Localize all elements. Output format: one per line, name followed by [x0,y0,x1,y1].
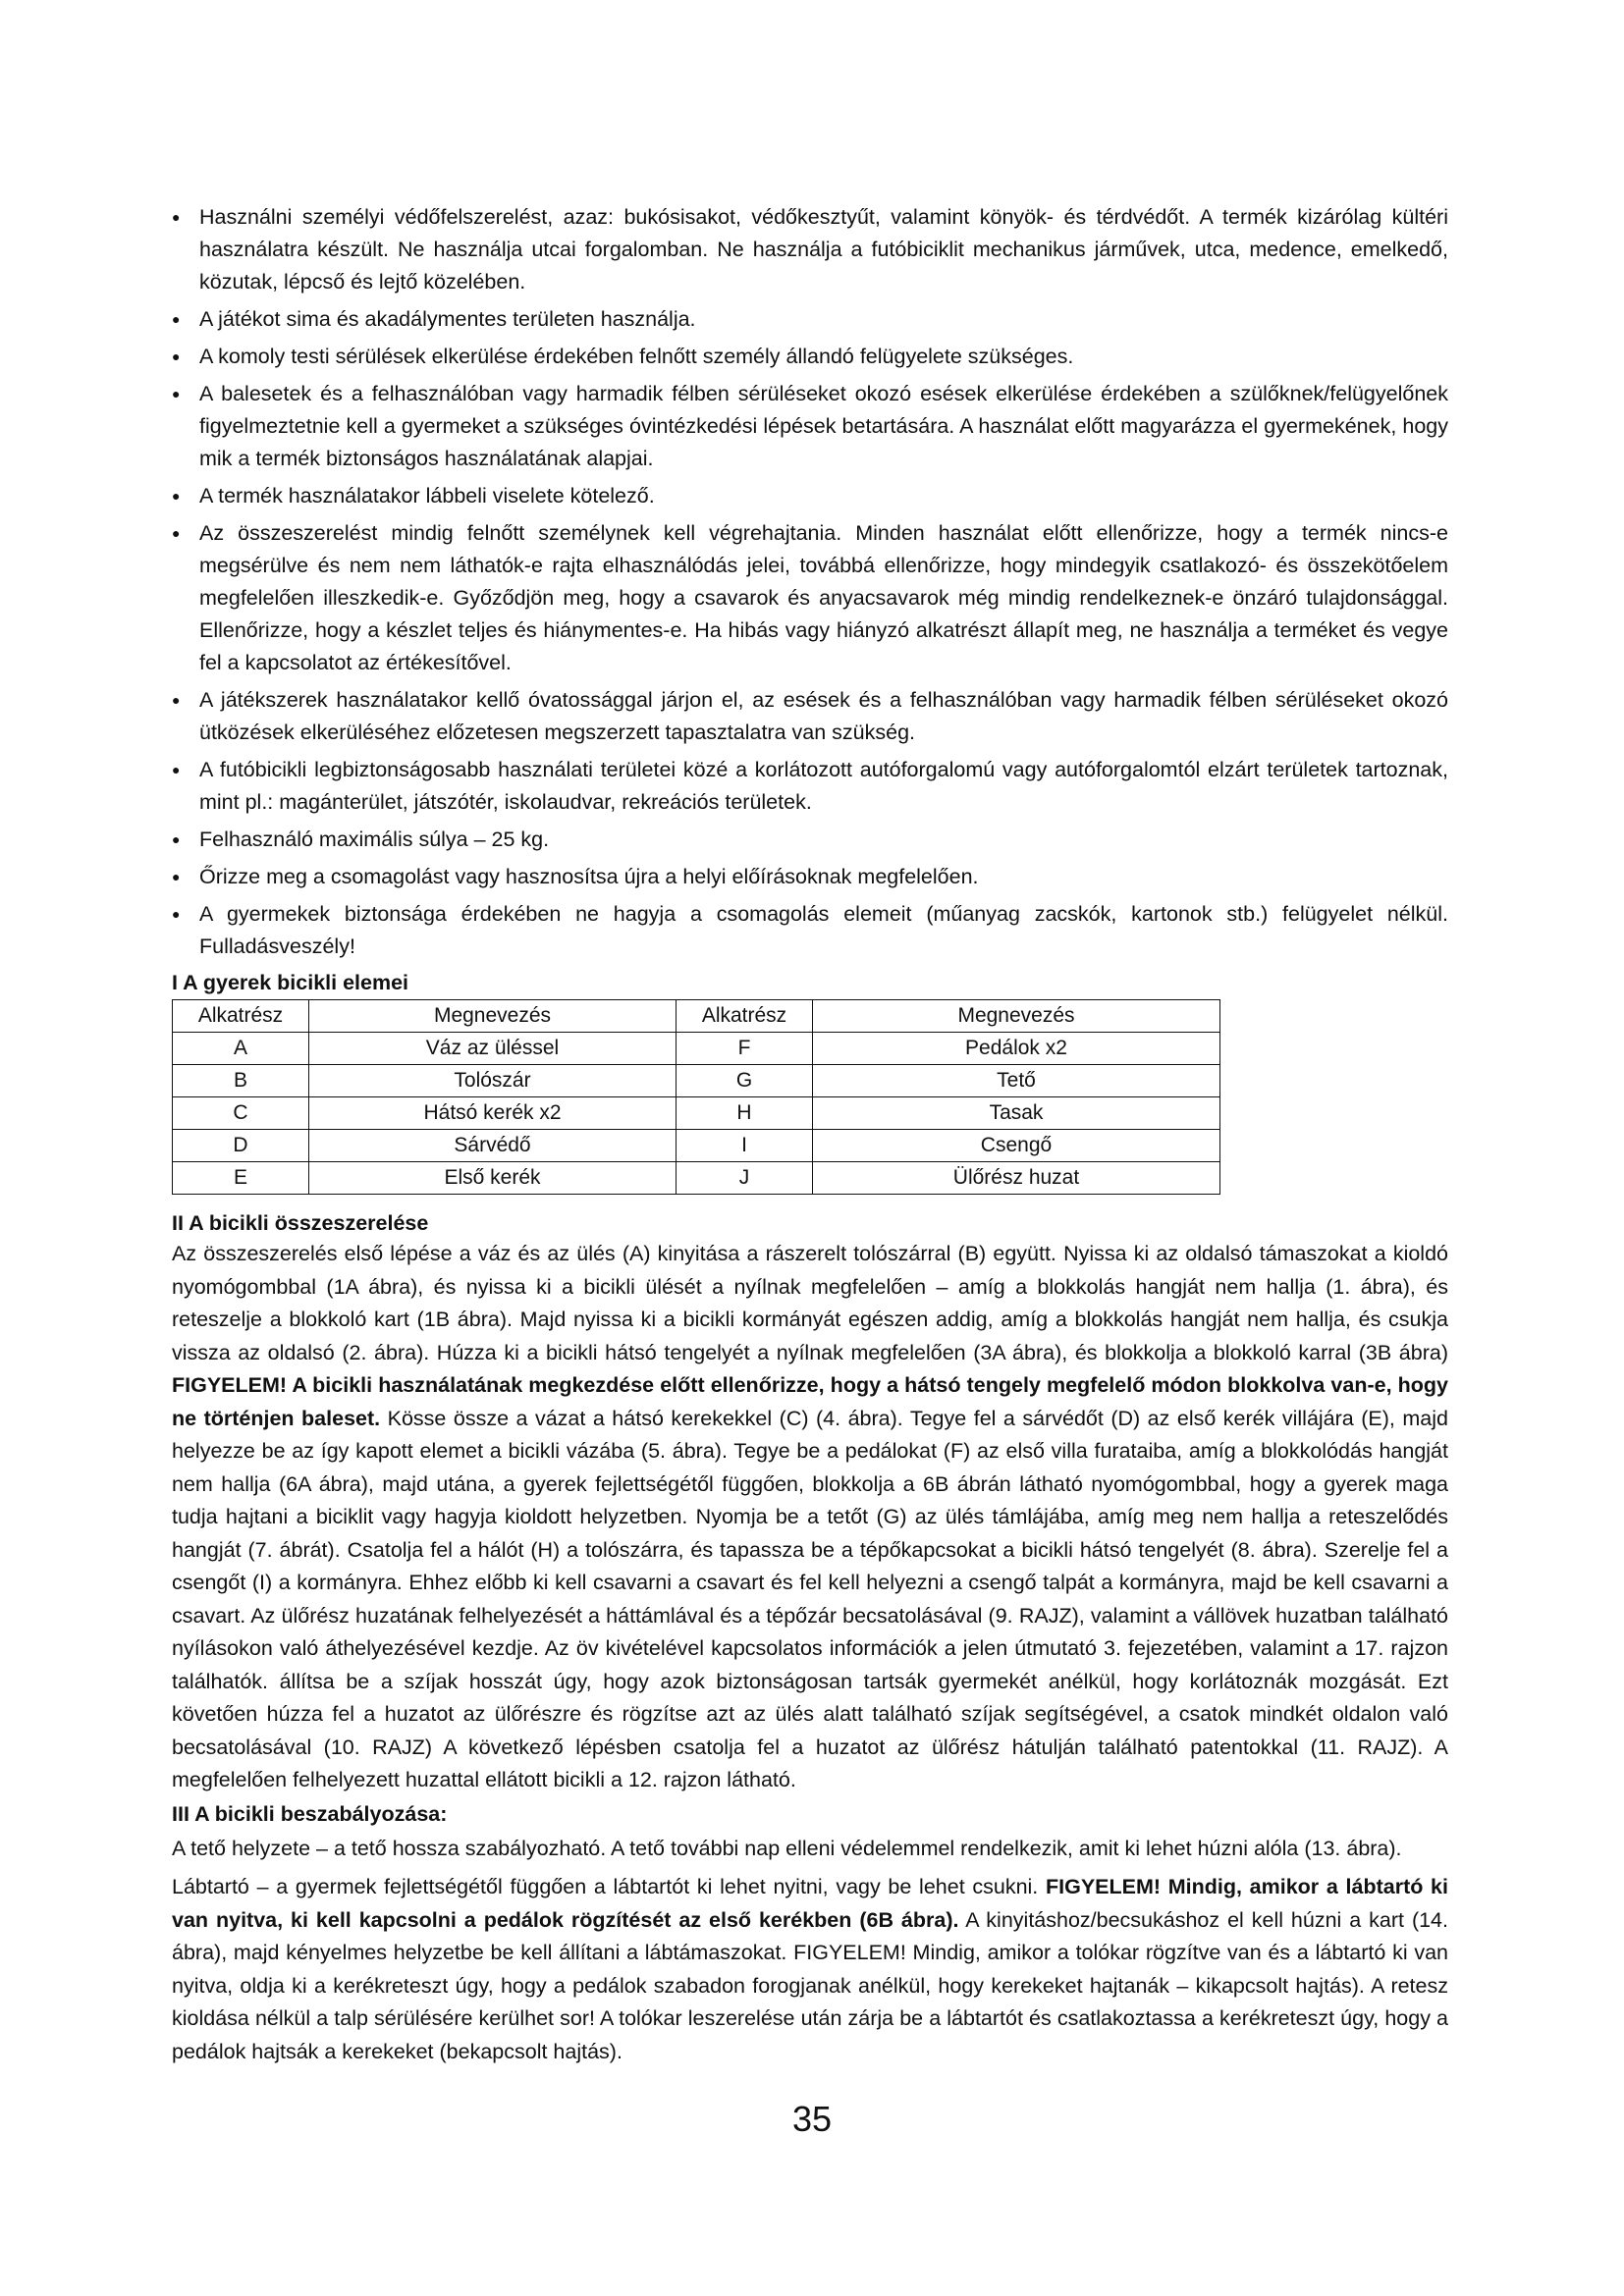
table-cell: Pedálok x2 [813,1033,1220,1065]
parts-table-header [173,1000,1220,1033]
assembly-warning: FIGYELEM! A bicikli használatának megkezdése előtt ellenőrizze, hogy a hátsó tengely megfelelő módon blokkolva van-e, hogy ne történjen baleset. [172,1373,1448,1430]
table-row [173,1033,1220,1065]
table-cell: Tolószár [309,1065,677,1097]
bullet-item: ● Használni személyi védőfelszerelést, azaz: bukósisakot, védőkesztyűt, valamint könyök- és térdvédőt. A termék kizárólag kültéri használatra készült. Ne használja utcai forgalomban. Ne használja a futóbiciklit mechanikus járművek, utca, medence, emelkedő, közutak, lépcső és lejtő közelében. [172,201,1448,298]
bullet-item: ● Őrizze meg a csomagolást vagy hasznosítsa újra a helyi előírásoknak megfelelően. [172,861,1448,893]
table-cell: I [677,1130,813,1162]
assembly-paragraph [172,1238,1448,1797]
table-row [173,1162,1220,1195]
table-cell: A [173,1033,309,1065]
table-cell: G [677,1065,813,1097]
table-cell: Első kerék [309,1162,677,1195]
header-cell: Alkatrész [173,1000,309,1033]
table-cell: Tasak [813,1097,1220,1130]
table-row [173,1065,1220,1097]
page-number: 35 [791,2099,833,2139]
table-cell: H [677,1097,813,1130]
footrest-warning: FIGYELEM! Mindig, amikor a lábtartó ki van nyitva, ki kell kapcsolni a pedálok rögzítését az első kerékben (6B ábra). [172,1875,1448,1932]
table-cell: Váz az üléssel [309,1033,677,1065]
footrest-paragraph [172,1871,1448,2068]
footrest-text-continued: A kinyitáshoz/becsukáshoz el kell húzni a kart (14. ábra), majd kényelmes helyzetbe be kell állítani a lábtámaszokat. FIGYELEM! Mindig, amikor a tolókar rögzítve van és a lábtartó ki van nyitva, oldja ki a kerékreteszt úgy, hogy a pedálok szabadon forogjanak anélkül, hogy kerekeket hajtanák – kikapcsolt hajtás). A retesz kioldása nélkül a talp sérülésére kerülhet sor! A tolókar leszerelése után zárja be a lábtartót és csatlakoztassa a kerékreteszt úgy, hogy a pedálok hajtsák a kerekeket (bekapcsolt hajtás). [172,1907,1448,2063]
table-cell: Tető [813,1065,1220,1097]
bullet-item: ● A balesetek és a felhasználóban vagy harmadik félben sérüléseket okozó esések elkerülése érdekében a szülőknek/felügyelőnek figyelmeztetnie kell a gyermeket a szükséges óvintézkedési lépések betartására. A használat előtt magyarázza el gyermekének, hogy mik a termék biztonságos használatának alapjai. [172,378,1448,475]
table-cell: F [677,1033,813,1065]
bullet-item: ● A játékszerek használatakor kellő óvatossággal járjon el, az esések és a felhasználóban vagy harmadik félben sérüléseket okozó ütközések elkerüléséhez előzetesen megszerzett tapasztalatra van szükség. [172,684,1448,749]
bullet-item: ● Az összeszerelést mindig felnőtt személynek kell végrehajtania. Minden használat előtt ellenőrizze, hogy a termék nincs-e megsérülve és nem nem láthatók-e rajta elhasználódás jelei, továbbá ellenőrizze, hogy mindegyik csatlakozó- és összekötőelem megfelelően illeszkedik-e. Győződjön meg, hogy a csavarok és anyacsavarok még mindig rendelkeznek-e önzáró tulajdonsággal. Ellenőrizze, hogy a készlet teljes és hiánymentes-e. Ha hibás vagy hiányzó alkatrészt állapít meg, ne használja a terméket és vegye fel a kapcsolatot az értékesítővel. [172,517,1448,679]
table-cell: C [173,1097,309,1130]
bullet-item: ● Felhasználó maximális súlya – 25 kg. [172,824,1448,856]
table-cell: Ülőrész huzat [813,1162,1220,1195]
header-cell: Megnevezés [813,1000,1220,1033]
roof-paragraph: A tető helyzete – a tető hossza szabályozható. A tető további nap elleni védelemmel rendelkezik, amit ki lehet húzni alóla (13. ábra). [172,1836,1402,1860]
table-row [173,1097,1220,1130]
table-cell: E [173,1162,309,1195]
table-cell: Csengő [813,1130,1220,1162]
table-cell: J [677,1162,813,1195]
safety-bullet-list [172,201,1448,963]
parts-table [172,999,1220,1195]
table-cell: Sárvédő [309,1130,677,1162]
table-row [173,1130,1220,1162]
table-cell: Hátsó kerék x2 [309,1097,677,1130]
bullet-item: ● A gyermekek biztonsága érdekében ne hagyja a csomagolás elemeit (műanyag zacskók, kartonok stb.) felügyelet nélkül. Fulladásveszély! [172,898,1448,963]
bullet-item: ● A komoly testi sérülések elkerülése érdekében felnőtt személy állandó felügyelete szükséges. [172,341,1448,373]
table-cell: B [173,1065,309,1097]
assembly-text: Az összeszerelés első lépése a váz és az ülés (A) kinyitása a rászerelt tolószárral (B) együtt. Nyissa ki az oldalsó támaszokat a kioldó nyomógombbal (1A ábra), és nyissa ki a bicikli ülését a nyílnak megfelelően – amíg a blokkolás hangját nem hallja (1. ábra), és reteszelje a blokkoló kart (1B ábra). Majd nyissa ki a bicikli kormányát egészen addig, amíg a blokkolás hangját nem hallja, és csukja vissza az oldalsó (2. ábra). Húzza ki a bicikli hátsó tengelyét a nyílnak megfelelően (3A ábra), és blokkolja a blokkoló karral (3B ábra) [172,1242,1448,1364]
header-cell: Alkatrész [677,1000,813,1033]
assembly-text-continued: Kösse össze a vázat a hátsó kerekekkel (C) (4. ábra). Tegye fel a sárvédőt (D) az első kerék villájára (E), majd helyezze be az így kapott elemet a bicikli vázába (5. ábra). Tegye be a pedálokat (F) az első villa furataiba, amíg a blokkolódás hangját nem hallja (6A ábra), majd utána, a gyerek fejlettségétől függően, blokkolja a 6B ábrán látható nyomógombbal, hogy a gyerek maga tudja hajtani a biciklit vagy hagyja kioldott helyzetben. Nyomja be a tetőt (G) az ülés támlájába, amíg meg nem hallja a reteszelődés hangját (7. ábrát). Csatolja fel a hálót (H) a tolószárra, és tapassza be a tépőkapcsokat a bicikli hátsó tengelyét (8. ábra). Szerelje fel a csengőt (I) a kormányra. Ehhez előbb ki kell csavarni a csavart és fel kell helyezni a csengő talpát a kormányra, majd be kell csavarni a csavart. Az ülőrész huzatának felhelyezését a háttámlával és a tépőzár becsatolásával (9. RAJZ), valamint a vállövek huzatban található nyílásokon való áthelyezésével kezdje. Az öv kivételével kapcsolatos információk a jelen útmutató 3. fejezetében, valamint a 17. rajzon találhatók. állítsa be a szíjak hosszát úgy, hogy azok biztonságosan tartsák gyermekét anélkül, hogy korlátoznák mozgását. Ezt követően húzza fel a huzatot az ülőrészre és rögzítse azt az ülés alatt található szíjak segítségével, a csatok mindkét oldalon való becsatolásával (10. RAJZ) A következő lépésben csatolja fel a huzatot az ülőrész hátulján található patentokkal (11. RAJZ). A megfelelően felhelyezett huzattal ellátott bicikli a 12. rajzon látható. [172,1406,1448,1791]
bullet-item: ● A futóbicikli legbiztonságosabb használati területei közé a korlátozott autóforgalomú vagy autóforgalomtól elzárt területek tartoznak, mint pl.: magánterület, játszótér, iskolaudvar, rekreációs területek. [172,754,1448,819]
bullet-item: ● A termék használatakor lábbeli viselete kötelező. [172,480,1448,512]
bullet-item: ● A játékot sima és akadálymentes területen használja. [172,303,1448,336]
section-3-title: III A bicikli beszabályozása: [172,1801,448,1826]
header-cell: Megnevezés [309,1000,677,1033]
document-body [172,201,1448,2068]
table-cell: D [173,1130,309,1162]
section-2-title: II A bicikli összeszerelése [172,1211,429,1235]
section-1-title: I A gyerek bicikli elemei [172,971,409,994]
footrest-text: Lábtartó – a gyermek fejlettségétől függően a lábtartót ki lehet nyitni, vagy be lehet csukni. [172,1875,1046,1898]
